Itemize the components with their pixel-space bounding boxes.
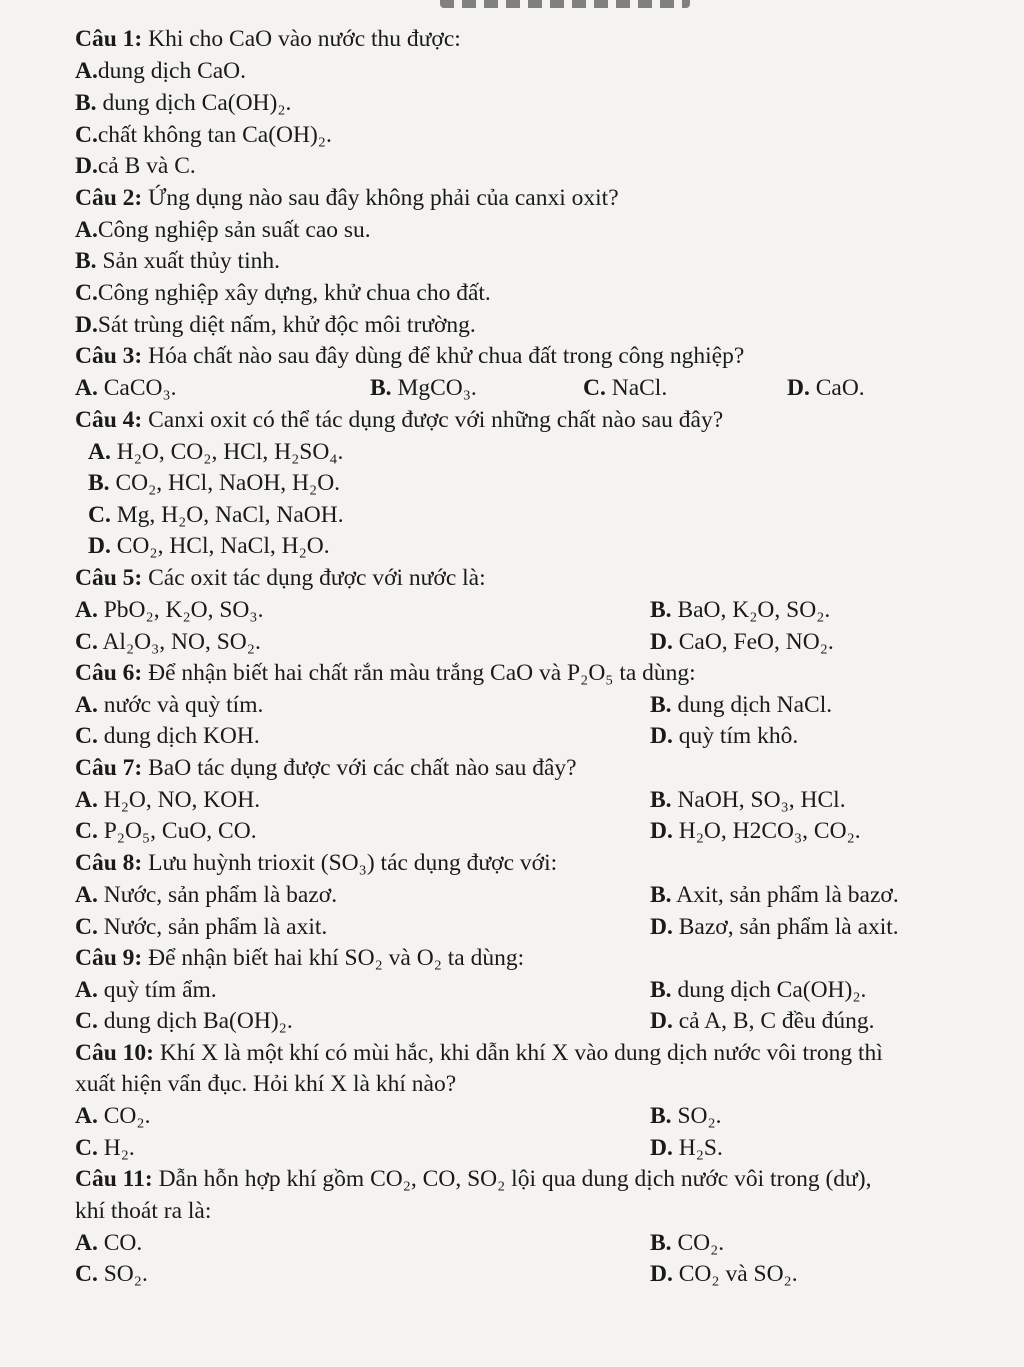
cropped-header-fragment [440,0,690,8]
option-row [0,1227,1024,1259]
option-d: D. H₂O, H2CO₃, CO₂. [650,818,861,844]
question-text: Các oxit tác dụng được với nước là: [142,565,486,591]
question-label: Câu 1: [75,26,143,52]
option-row [0,974,1024,1006]
option-d: D. CO₂, HCl, NaCl, H₂O. [88,533,330,559]
option-row [0,436,1024,468]
option-b: B. dung dịch Ca(OH)₂. [75,90,292,116]
question-label: Câu 7: [75,755,143,781]
option-row [0,467,1024,499]
option-d: D.Sát trùng diệt nấm, khử độc môi trường. [75,312,476,338]
question-label: Câu 5: [75,565,143,591]
option-row [0,277,1024,309]
option-d: D. Bazơ, sản phẩm là axit. [650,914,899,940]
question-text: Ứng dụng nào sau đây không phải của canxi oxit? [142,185,619,211]
option-c: C. Nước, sản phẩm là axit. [75,914,328,940]
question-9 [0,942,1024,974]
option-b: B. CO₂. [650,1230,725,1256]
option-a: A.Công nghiệp sản suất cao su. [75,217,371,243]
question-2 [0,182,1024,214]
option-row [0,1132,1024,1164]
question-text: Hóa chất nào sau đây dùng để khử chua đất trong công nghiệp? [142,343,745,369]
option-b: B. NaOH, SO₃, HCl. [650,787,846,813]
question-text: Lưu huỳnh trioxit (SO₃) tác dụng được với: [142,850,558,876]
option-a: A. CaCO₃. [75,375,177,401]
option-b: B. Axit, sản phẩm là bazơ. [650,882,899,908]
option-row [0,87,1024,119]
option-row [0,911,1024,943]
option-row [0,720,1024,752]
option-d: D.cả B và C. [75,153,196,179]
question-label: Câu 9: [75,945,143,971]
question-label: Câu 11: [75,1166,153,1192]
option-row [0,815,1024,847]
option-b: B. BaO, K₂O, SO₂. [650,597,831,623]
question-6 [0,657,1024,689]
option-d: D. cả A, B, C đều đúng. [650,1008,875,1034]
option-row [0,309,1024,341]
option-row [0,594,1024,626]
option-a: A.dung dịch CaO. [75,58,247,84]
question-10 [0,1037,1024,1069]
question-label: Câu 6: [75,660,143,686]
option-a: A. PbO₂, K₂O, SO₃. [75,597,264,623]
option-c: C.chất không tan Ca(OH)₂. [75,122,332,148]
option-row [0,626,1024,658]
option-d: D. CaO, FeO, NO₂. [650,629,834,655]
option-row [0,689,1024,721]
option-a: A. CO₂. [75,1103,151,1129]
option-row [0,499,1024,531]
option-row [0,1100,1024,1132]
option-row [0,214,1024,246]
option-c: C. dung dịch KOH. [75,723,260,749]
question-text: Để nhận biết hai khí SO₂ và O₂ ta dùng: [142,945,525,971]
question-text: BaO tác dụng được với các chất nào sau đây? [142,755,577,781]
question-text: Khi cho CaO vào nước thu được: [142,26,461,52]
question-text: Khí X là một khí có mùi hắc, khi dẫn khí X vào dung dịch nước vôi trong thì [154,1040,883,1066]
option-d: D. quỳ tím khô. [650,723,799,749]
option-row [0,150,1024,182]
question-text: xuất hiện vẩn đục. Hỏi khí X là khí nào? [75,1071,457,1097]
option-c: C. Al₂O₃, NO, SO₂. [75,629,261,655]
option-a: A. H₂O, NO, KOH. [75,787,261,813]
question-7 [0,752,1024,784]
question-label: Câu 8: [75,850,143,876]
question-text: khí thoát ra là: [75,1198,212,1224]
option-b: B. SO₂. [650,1103,722,1129]
option-c: C. NaCl. [583,375,668,401]
option-c: C. H₂. [75,1135,135,1161]
option-a: A. Nước, sản phẩm là bazơ. [75,882,338,908]
question-text: Để nhận biết hai chất rắn màu trắng CaO và P₂O₅ ta dùng: [142,660,696,686]
question-11-continued [0,1195,1024,1227]
question-4 [0,404,1024,436]
question-label: Câu 3: [75,343,143,369]
option-a: A. quỳ tím ẩm. [75,977,217,1003]
option-b: B. MgCO₃. [370,375,477,401]
option-a: A. nước và quỳ tím. [75,692,264,718]
option-d: D. CaO. [787,375,865,401]
question-label: Câu 4: [75,407,143,433]
option-a: A. CO. [75,1230,143,1256]
option-row [0,55,1024,87]
option-c: C. P₂O₅, CuO, CO. [75,818,257,844]
question-label: Câu 2: [75,185,143,211]
option-c: C. SO₂. [75,1261,148,1287]
question-10-continued [0,1068,1024,1100]
option-row [0,1005,1024,1037]
option-a: A. H₂O, CO₂, HCl, H₂SO₄. [88,439,344,465]
question-label: Câu 10: [75,1040,154,1066]
option-row [0,879,1024,911]
question-1 [0,23,1024,55]
option-d: D. CO₂ và SO₂. [650,1261,798,1287]
option-row [0,1258,1024,1290]
question-3 [0,340,1024,372]
option-b: B. dung dịch Ca(OH)₂. [650,977,867,1003]
question-11 [0,1163,1024,1195]
option-row [0,530,1024,562]
option-b: B. CO₂, HCl, NaOH, H₂O. [88,470,341,496]
option-row [0,245,1024,277]
question-text: Dẫn hỗn hợp khí gồm CO₂, CO, SO₂ lội qua dung dịch nước vôi trong (dư), [152,1166,872,1192]
option-row [0,784,1024,816]
option-c: C.Công nghiệp xây dựng, khử chua cho đất. [75,280,491,306]
question-5 [0,562,1024,594]
question-text: Canxi oxit có thể tác dụng được với những chất nào sau đây? [142,407,724,433]
option-row [0,372,1024,404]
option-row [0,119,1024,151]
option-c: C. Mg, H₂O, NaCl, NaOH. [88,502,344,528]
question-8 [0,847,1024,879]
option-b: B. Sản xuất thủy tinh. [75,248,280,274]
option-c: C. dung dịch Ba(OH)₂. [75,1008,293,1034]
option-d: D. H₂S. [650,1135,723,1161]
option-b: B. dung dịch NaCl. [650,692,833,718]
